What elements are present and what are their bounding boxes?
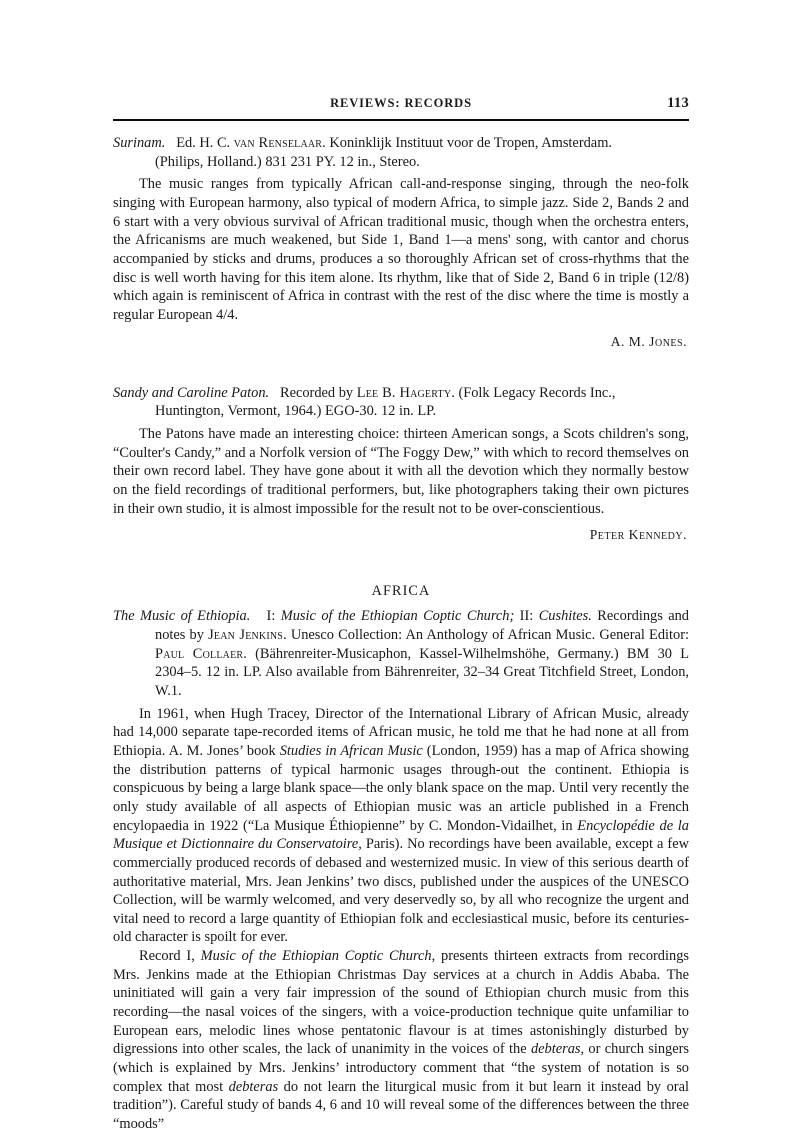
review-paragraph-surinam: The music ranges from typically African call-and-response singing, through the neo-folk singing with European harmony, also typical of modern Africa, to simple jazz. Side 2, Bands 2 and 6 start with a very obvious survival of African traditional music, though when the orchestra enters, the Africanisms are much weakened, but Side 1, Band 1—a mens' song, with cantor and chorus accompanied by sticks and drums, produces a so thoroughly African set of cross-rhythms that the disc is well worth having for this item alone. Its rhythm, like that of Side 2, Band 6 in triple (12/8) which again is reminiscent of Africa in contrast with the rest of the disc where the time is mostly a regular European 4/4. (113, 176, 689, 323)
signature-surinam: A. M. Jones. (610, 333, 687, 349)
entry-notes-prefix: Recordings and notes by (155, 608, 689, 643)
entry-general-editor-name: Paul Collaer (155, 645, 244, 662)
signature-paton: Peter Kennedy. (589, 527, 687, 543)
entry-catalogue-line: (Philips, Holland.) 831 231 PY. 12 in., Stereo. (155, 153, 420, 170)
entry-publisher: . (Folk Legacy Records Inc., (451, 384, 616, 401)
entry-editor-prefix: Ed. H. C. (176, 135, 234, 151)
entry-part-title-1: Music of the Ethiopian Coptic Church; (280, 608, 515, 625)
entry-publisher: . Koninklijk Instituut voor de Tropen, Amsterdam. (322, 135, 612, 151)
page-content (113, 96, 689, 1134)
running-head (113, 96, 689, 116)
running-head-title: REVIEWS: RECORDS (330, 96, 472, 110)
record-entry-music-of-ethiopia (113, 607, 689, 701)
entry-part-title-2: Cushites. (538, 608, 592, 625)
entry-publisher-details: . (Bährenreiter-Musicaphon, Kassel-Wilhelmshöhe, Germany.) BM 30 L 2304–5. 12 in. LP. Also available from Bährenreiter, 32–34 Great Titchfield Street, London, W.1. (155, 645, 689, 700)
paragraph-segments: In 1961, when Hugh Tracey, Director of the International Library of African Music, already had 14,000 separate tape-recorded items of African music, he told me that he had none at all from Ethiopia. A. M. Jones’ book Studies in African Music (London, 1959) has a map of Africa showing the distribution patterns of typical harmonic usages through-out the continent. Ethiopia is conspicuous by being a large blank space—the only blank space on the map. Until very recently the only study available of all aspects of Ethiopian music was an article published in a French encylopaedia in 1922 (“La Musique Éthiopienne” by C. Mondon-Vidailhet, in Encyclopédie de la Musique et Dictionnaire du Conservatoire, Paris). No recordings have been available, except a few commercially produced records of debased and westernized music. In view of this serious dearth of authoritative material, Mrs. Jean Jenkins’ two discs, published under the auspices of the UNESCO Collection, will be warmly welcomed, and very deservedly so, by all who recognize the urgent and vital need to record a large quantity of Ethiopian folk and ecclesiastical music, before its centuries-old character is spoilt for ever. (113, 705, 690, 946)
record-entry-surinam (113, 134, 689, 171)
review-paragraph-record-one (113, 947, 689, 1133)
review-paragraph-tracey (113, 705, 689, 947)
entry-title: The Music of Ethiopia. (113, 608, 251, 625)
entry-collection-text: . Unesco Collection: An Anthology of African Music. General Editor: (283, 626, 689, 643)
entry-editor-name: van Renselaar (233, 135, 323, 151)
entry-part-label-2: II: (514, 608, 539, 625)
entry-title: Sandy and Caroline Paton. (113, 384, 270, 401)
section-heading-africa: AFRICA (371, 583, 431, 600)
page-number: 113 (667, 95, 689, 111)
review-paragraph-paton: The Patons have made an interesting choice: thirteen American songs, a Scots children's song, “Coulter's Candy,” and a Norfolk version of “The Foggy Dew,” with which to record themselves on their own record label. They have gone about it with all the devotion which they normally bestow on the field recordings of traditional performers, but, like photographers taking their own pictures in their own studio, it is almost impossible for the result not to be over-conscientious. (113, 426, 689, 517)
entry-recordist-name: Lee B. Hagerty (356, 384, 452, 401)
entry-recordist-prefix: Recorded by (279, 384, 357, 401)
entry-part-label-1: I: (266, 608, 281, 625)
entry-title: Surinam. (113, 135, 166, 151)
record-entry-paton (113, 384, 689, 421)
entry-catalogue-line: Huntington, Vermont, 1964.) EGO-30. 12 in. LP. (155, 403, 437, 420)
header-rule (113, 119, 689, 121)
paragraph-segments: Record I, Music of the Ethiopian Coptic Church, presents thirteen extracts from recordings Mrs. Jenkins made at the Ethiopian Christmas Day services at a church in Addis Ababa. The uninitiated will gain a very fair impression of the sound of Ethiopian church music from this recording—the nasal voices of the singers, with a voice-production technique quite unfamiliar to European ears, melodic lines whose pentatonic flavour is at times astonishingly disturbed by digressions into other scales, the lack of unanimity in the voices of the debteras, or church singers (which is explained by Mrs. Jenkins’ introductory comment that “the system of notation is so complex that most debteras do not learn the liturgical music from it but learn it instead by oral tradition”). Careful study of bands 4, 6 and 10 will reveal some of the differences between the three “moods” (113, 948, 689, 1132)
entry-author-name: Jean Jenkins (208, 626, 284, 643)
